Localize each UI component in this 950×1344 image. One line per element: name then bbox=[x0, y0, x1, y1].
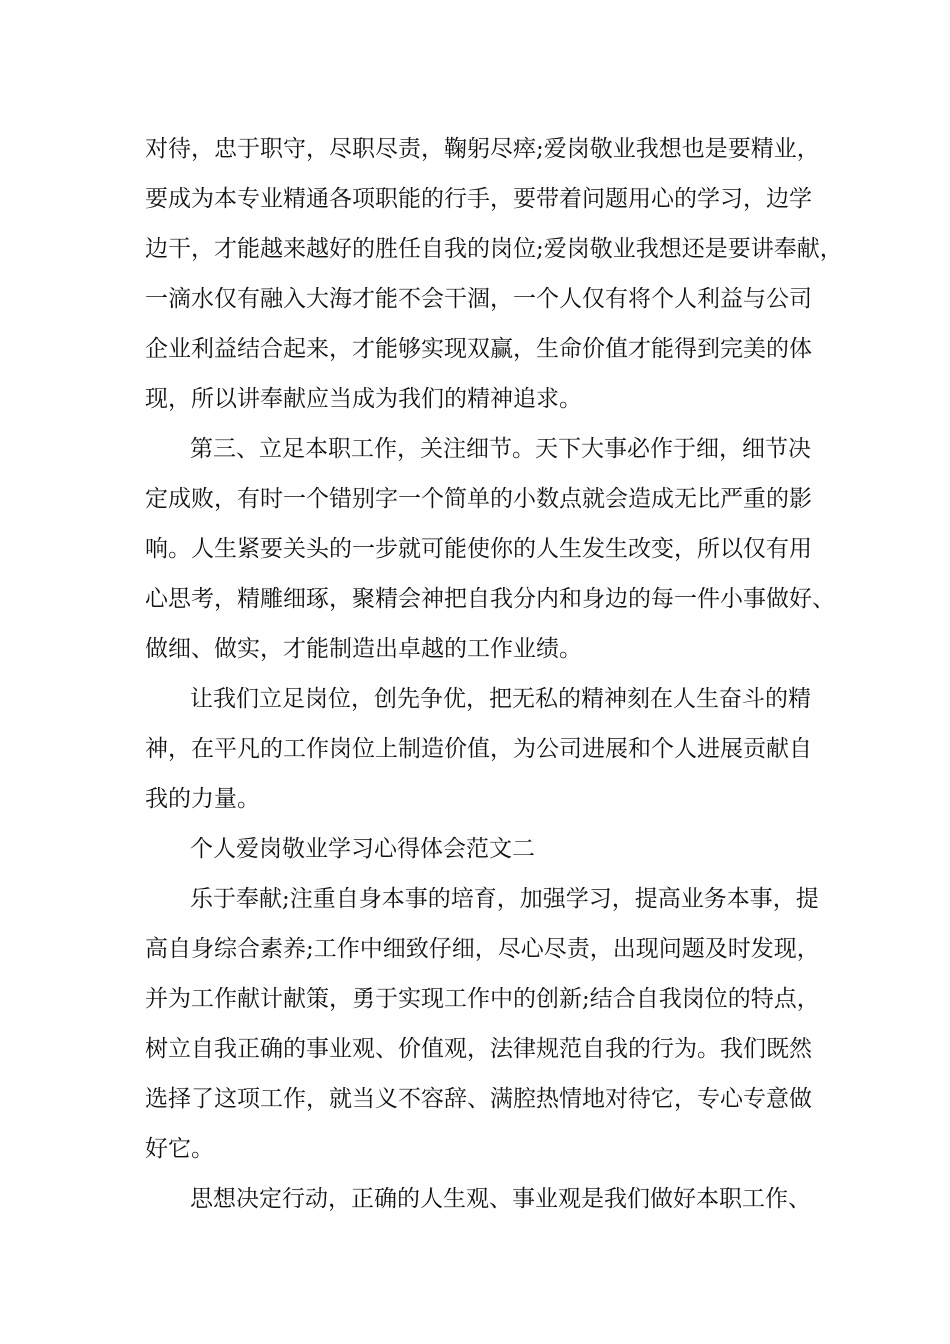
text-line: 响。人生紧要关头的一步就可能使你的人生发生改变，所以仅有用 bbox=[145, 536, 812, 562]
text-line: 定成败，有时一个错别字一个简单的小数点就会造成无比严重的影 bbox=[145, 486, 812, 512]
text-line: 现，所以讲奉献应当成为我们的精神追求。 bbox=[145, 386, 582, 412]
paragraph-first-line: 乐于奉献;注重自身本事的培育，加强学习，提高业务本事，提 bbox=[190, 886, 819, 912]
text-line: 好它。 bbox=[145, 1136, 214, 1162]
text-line: 并为工作献计献策，勇于实现工作中的创新;结合自我岗位的特点， bbox=[145, 986, 820, 1012]
text-line: 对待，忠于职守，尽职尽责，鞠躬尽瘁;爱岗敬业我想也是要精业， bbox=[145, 136, 820, 162]
paragraph-first-line: 第三、立足本职工作，关注细节。天下大事必作于细，细节决 bbox=[190, 436, 811, 462]
text-line: 企业利益结合起来，才能够实现双赢，生命价值才能得到完美的体 bbox=[145, 336, 812, 362]
text-line: 一滴水仅有融入大海才能不会干涸，一个人仅有将个人利益与公司 bbox=[145, 286, 812, 312]
text-line: 树立自我正确的事业观、价值观，法律规范自我的行为。我们既然 bbox=[145, 1036, 812, 1062]
text-line: 我的力量。 bbox=[145, 786, 260, 812]
paragraph-first-line: 让我们立足岗位，创先争优，把无私的精神刻在人生奋斗的精 bbox=[190, 686, 811, 712]
text-line: 要成为本专业精通各项职能的行手，要带着问题用心的学习，边学 bbox=[145, 186, 812, 212]
section-heading: 个人爱岗敬业学习心得体会范文二 bbox=[190, 836, 535, 862]
text-line: 心思考，精雕细琢，聚精会神把自我分内和身边的每一件小事做好、 bbox=[145, 586, 835, 612]
text-line: 选择了这项工作，就当义不容辞、满腔热情地对待它，专心专意做 bbox=[145, 1086, 812, 1112]
text-line: 高自身综合素养;工作中细致仔细，尽心尽责，出现问题及时发现， bbox=[145, 936, 820, 962]
text-line: 做细、做实，才能制造出卓越的工作业绩。 bbox=[145, 636, 582, 662]
text-line: 神，在平凡的工作岗位上制造价值，为公司进展和个人进展贡献自 bbox=[145, 736, 812, 762]
paragraph-first-line: 思想决定行动，正确的人生观、事业观是我们做好本职工作、 bbox=[190, 1186, 811, 1212]
text-line: 边干，才能越来越好的胜任自我的岗位;爱岗敬业我想还是要讲奉献， bbox=[145, 236, 843, 262]
